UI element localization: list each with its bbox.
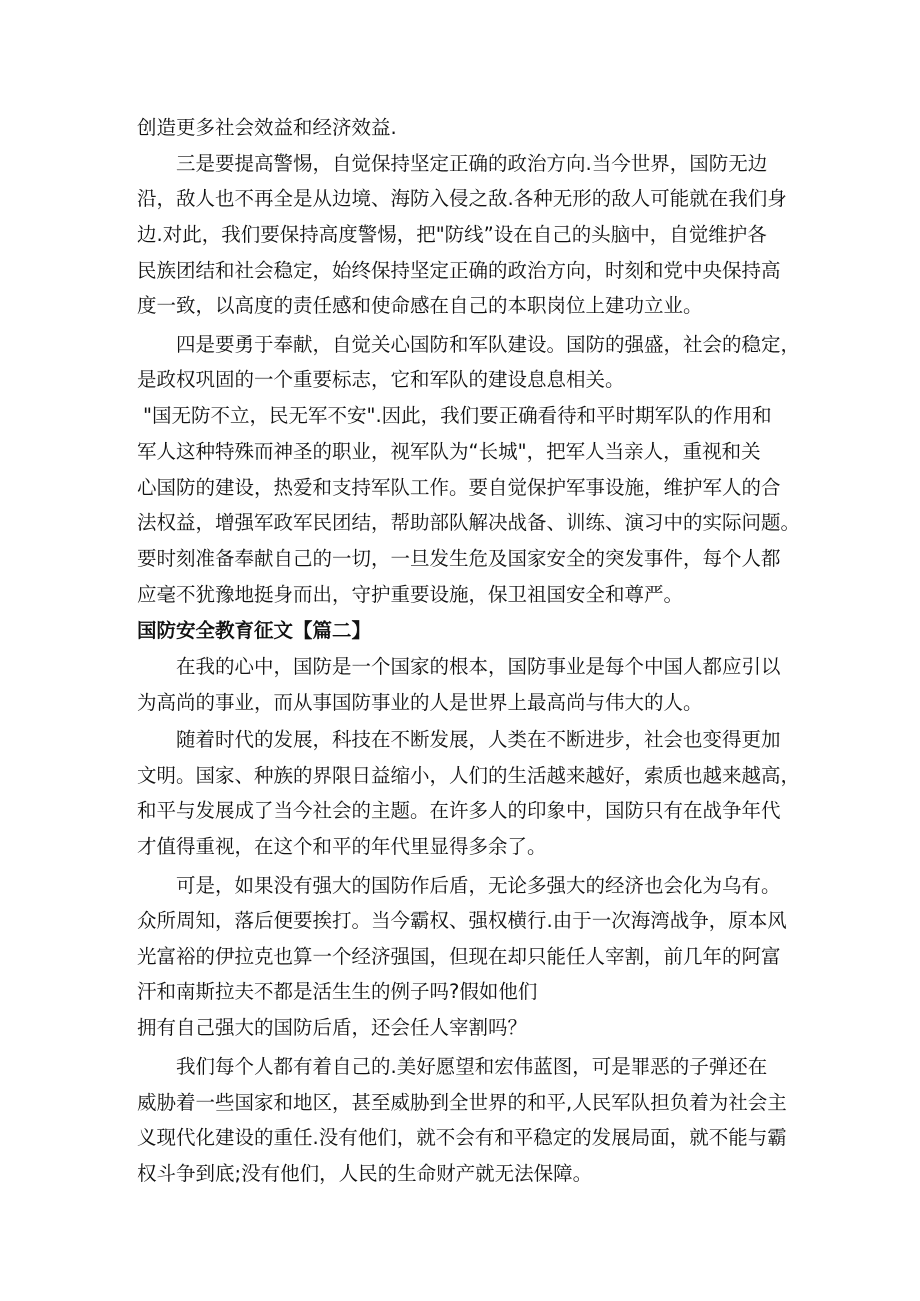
paragraph-start: 在我的心中，国防是一个国家的根本，国防事业是每个中国人都应引以 [176,655,781,678]
text-line: 为高尚的事业，而从事国防事业的人是世界上最高尚与伟大的人。 [137,691,703,714]
text-line: 度一致，以高度的责任感和使命感在自己的本职岗位上建功立业。 [137,294,703,317]
text-line: 民族团结和社会稳定，始终保持坚定正确的政治方向，时刻和党中央保持高 [137,259,781,282]
text-line: 心国防的建设，热爱和支持军队工作。要自觉保护军事设施，维护军人的合 [137,476,781,499]
text-line: 才值得重视，在这个和平的年代里显得多余了。 [137,835,547,858]
text-line: 是政权巩固的一个重要标志，它和军队的建设息息相关。 [137,368,625,391]
text-line: "国无防不立，民无军不安".因此，我们要正确看待和平时期军队的作用和 [143,404,772,427]
text-line: 光富裕的伊拉克也算一个经济强国，但现在却只能任人宰割，前几年的阿富 [137,945,781,968]
text-line: 义现代化建设的重任.没有他们，就不会有和平稳定的发展局面，就不能与霸 [137,1126,787,1149]
text-line: 权斗争到底;没有他们，人民的生命财产就无法保障。 [137,1162,593,1185]
paragraph-start: 四是要勇于奉献，自觉关心国防和军队建设。国防的强盛，社会的稳定， [176,333,801,356]
text-line: 边.对此，我们要保持高度警惕，把"防线”设在自己的头脑中，自觉维护各 [137,223,767,246]
section-heading: 国防安全教育征文【篇二】 [137,619,372,642]
text-line: 文明。国家、种族的界限日益缩小，人们的生活越来越好，索质也越来越高， [137,764,801,787]
text-line: 汗和南斯拉夫不都是活生生的例子吗?假如他们 [137,980,538,1003]
text-line: 威胁着一些国家和地区，甚至威胁到全世界的和平,人民军队担负着为社会主 [137,1091,787,1114]
paragraph-start: 可是，如果没有强大的国防作后盾，无论多强大的经济也会化为乌有。 [176,874,781,897]
text-line: 应毫不犹豫地挺身而出，守护重要设施，保卫祖国安全和尊严。 [137,583,684,606]
text-line: 法权益，增强军政军民团结，帮助部队解决战备、训练、演习中的实际问题。 [137,511,801,534]
text-line: 沿，敌人也不再全是从边境、海防入侵之敌.各种无形的敌人可能就在我们身 [137,187,787,210]
text-line: 和平与发展成了当今社会的主题。在许多人的印象中，国防只有在战争年代 [137,799,781,822]
paragraph-start: 我们每个人都有着自己的.美好愿望和宏伟蓝图，可是罪恶的子弹还在 [176,1055,768,1078]
paragraph-start: 三是要提高警惕，自觉保持坚定正确的政治方向.当今世界，国防无边 [176,152,768,175]
paragraph-start: 随着时代的发展，科技在不断发展，人类在不断进步，社会也变得更加 [176,728,781,751]
text-line: 军人这种特殊而神圣的职业，视军队为“长城"，把军人当亲人，重视和关 [137,440,761,463]
text-line: 创造更多社会效益和经济效益. [137,116,397,139]
text-line: 众所周知，落后便要挨打。当今霸权、强权横行.由于一次海湾战争，原本风 [137,909,787,932]
text-line: 要时刻准备奉献自己的一切，一旦发生危及国家安全的突发事件，每个人都 [137,547,781,570]
text-line: 拥有自己强大的国防后盾，还会任人宰割吗？ [137,1016,528,1039]
